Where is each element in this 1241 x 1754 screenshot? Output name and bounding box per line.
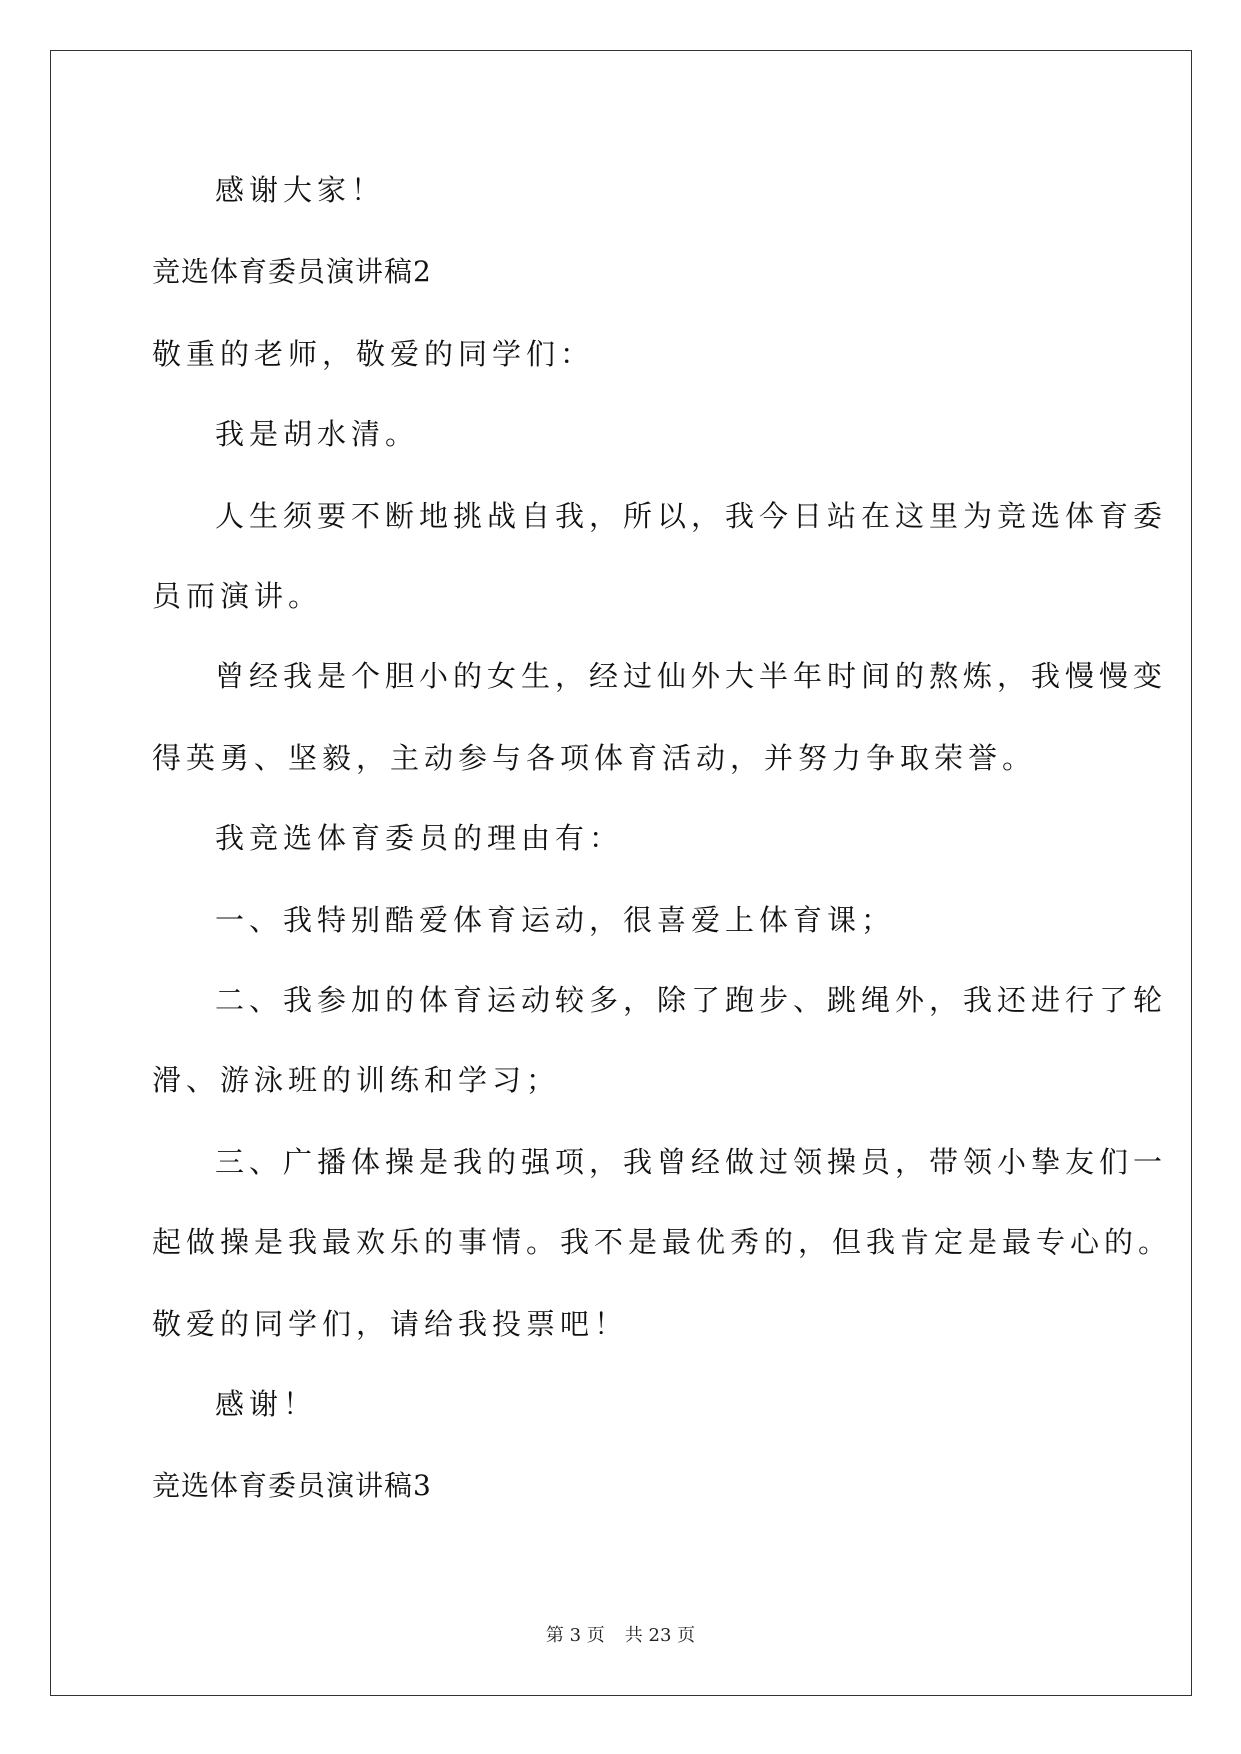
page-border: [50, 50, 1192, 1696]
speech-title-3: 竞选体育委员演讲稿3: [152, 1469, 432, 1502]
reason-one: 一、我特别酷爱体育运动，很喜爱上体育课；: [215, 903, 896, 937]
page-footer: [0, 1624, 1241, 1648]
reason-three-cont: 起做操是我最欢乐的事情。我不是最优秀的，但我肯定是最专心的。: [152, 1225, 1173, 1259]
paragraph-line: 人生须要不断地挑战自我，所以，我今日站在这里为竞选体育委: [215, 499, 1168, 533]
closing-thanks: 感谢大家！: [215, 173, 386, 207]
page-number: 第 3 页: [545, 1625, 605, 1646]
paragraph-line: 得英勇、坚毅，主动参与各项体育活动，并努力争取荣誉。: [152, 741, 1037, 775]
reason-three: 三、广播体操是我的强项，我曾经做过领操员，带领小挚友们一: [215, 1145, 1168, 1179]
reason-two: 二、我参加的体育运动较多，除了跑步、跳绳外，我还进行了轮: [215, 983, 1168, 1017]
page-total: 共 23 页: [624, 1625, 696, 1646]
speech-title-2: 竞选体育委员演讲稿2: [152, 255, 432, 288]
paragraph-line: 我是胡水清。: [215, 417, 420, 451]
appeal-line: 敬爱的同学们，请给我投票吧！: [152, 1307, 629, 1341]
reason-two-cont: 滑、游泳班的训练和学习；: [152, 1063, 561, 1097]
salutation: 敬重的老师，敬爱的同学们：: [152, 337, 595, 371]
paragraph-line: 我竞选体育委员的理由有：: [215, 821, 624, 855]
closing-thanks-2: 感谢！: [215, 1387, 318, 1421]
paragraph-line: 曾经我是个胆小的女生，经过仙外大半年时间的熬炼，我慢慢变: [215, 659, 1168, 693]
paragraph-line: 员而演讲。: [152, 579, 323, 613]
